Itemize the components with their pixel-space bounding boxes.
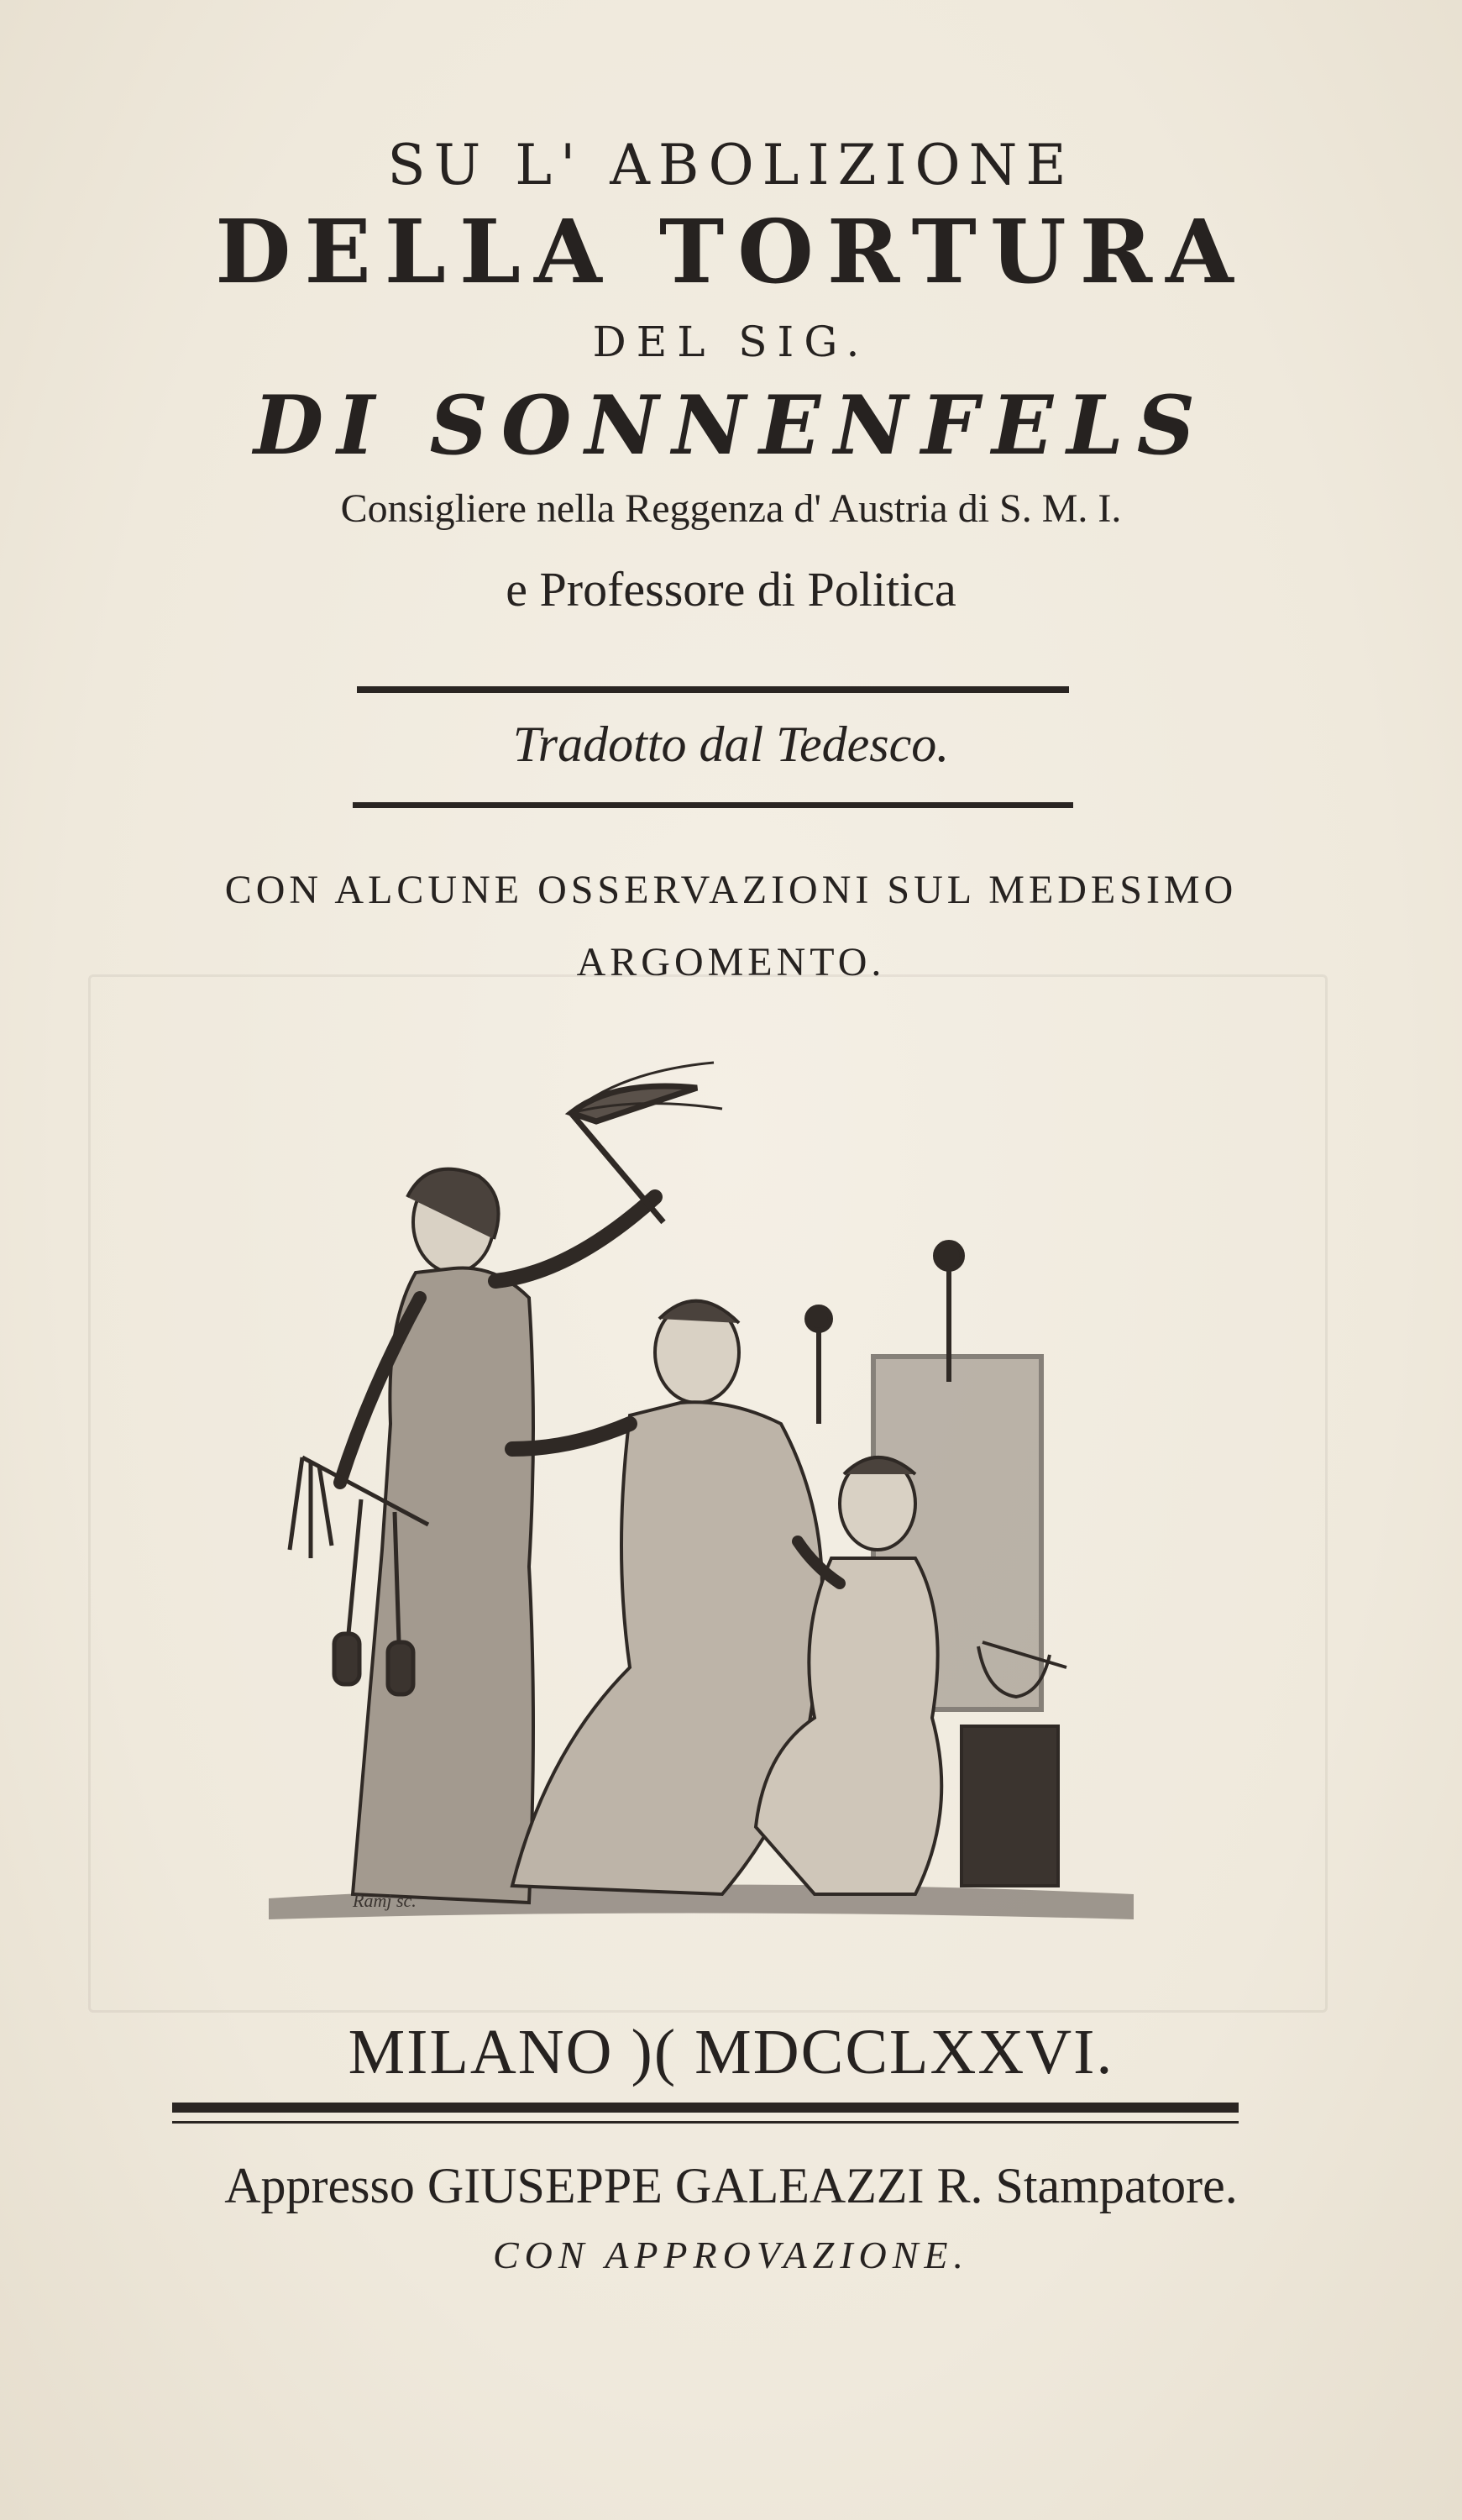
rule-middle	[353, 802, 1073, 808]
title-line-della-tortura: DELLA TORTURA	[215, 200, 1247, 303]
torch-icon	[571, 1063, 722, 1222]
author-name: DI SONNENFELS	[253, 378, 1209, 473]
imprint-place-date: MILANO )( MDCCLXXVI.	[348, 2017, 1114, 2087]
rule-top	[357, 686, 1069, 693]
author-title-line1: Consigliere nella Reggenza d' Austria di S. M. I.	[340, 486, 1122, 531]
engraver-signature: Ramj sc.	[353, 1890, 417, 1911]
translation-note: Tradotto dal Tedesco.	[512, 717, 950, 772]
imprint-approval: CON APPROVAZIONE.	[492, 2234, 970, 2276]
title-line-del-sig: DEL SIG.	[592, 318, 870, 366]
subtitle-line1: CON ALCUNE OSSERVAZIONI SUL MEDESIMO	[224, 868, 1238, 912]
author-title-line2: e Professore di Politica	[506, 562, 956, 617]
rule-bottom-thin	[172, 2121, 1239, 2124]
title-line-su-abolizione: SU L' ABOLIZIONE	[387, 133, 1075, 197]
rule-bottom-thick	[172, 2103, 1239, 2113]
imprint-printer: Appresso GIUSEPPE GALEAZZI R. Stampatore.	[224, 2158, 1238, 2213]
allegorical-engraving	[176, 1029, 1184, 1961]
subtitle-line2: ARGOMENTO.	[576, 940, 886, 984]
